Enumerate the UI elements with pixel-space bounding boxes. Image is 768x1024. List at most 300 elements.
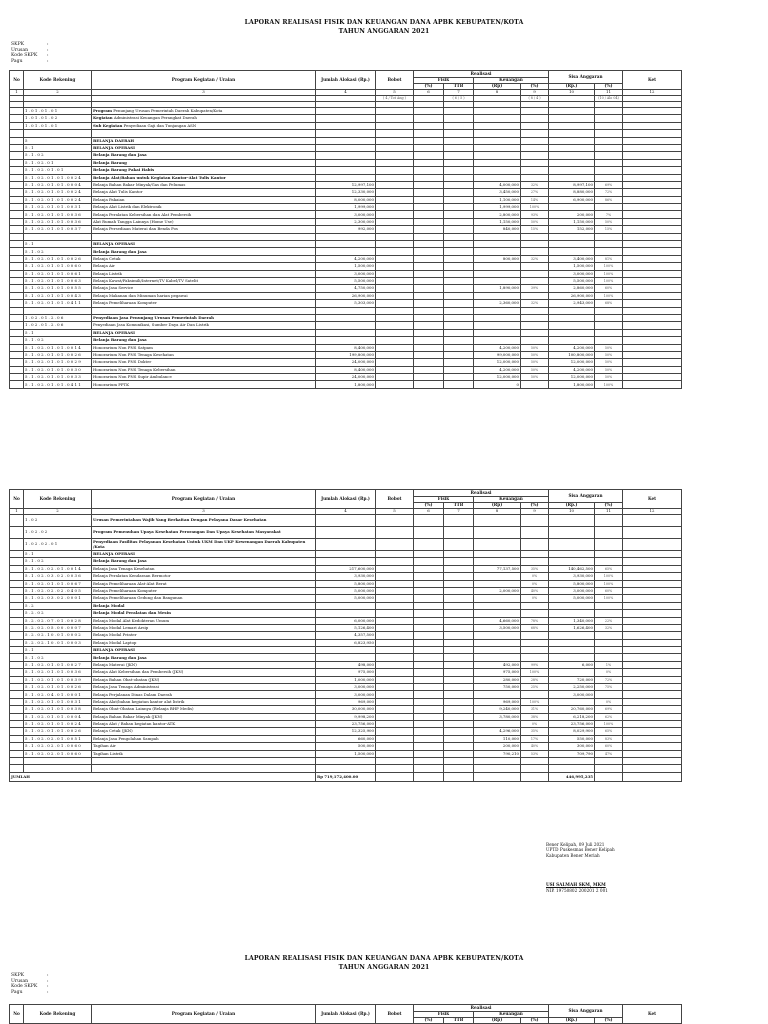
row-fisik-pct <box>414 285 444 292</box>
row-kode: 5 . 1 <box>24 329 92 336</box>
row-keuangan-rp: 1,890,000 <box>474 285 521 292</box>
row-sisa-rp <box>549 322 595 329</box>
table-row <box>10 602 682 609</box>
row-no <box>10 285 24 292</box>
row-fisik-pct <box>414 233 444 240</box>
row-ttb <box>444 181 474 188</box>
row-uraian: Tagihan Air <box>92 743 316 750</box>
table-row <box>10 595 682 602</box>
row-alokasi <box>316 307 376 314</box>
row-alokasi <box>316 610 376 617</box>
row-sisa-pct: 0% <box>595 669 623 676</box>
empty-cell <box>414 772 444 781</box>
col-header-fisik-pct: (%) <box>414 1018 444 1024</box>
col-number: 4 <box>316 90 376 96</box>
row-bobot <box>376 196 414 203</box>
row-uraian: Belanja Bahan Bakar Minyak/Gas dan Pelumas <box>92 181 316 188</box>
row-alokasi: 3,000,000 <box>316 684 376 691</box>
row-fisik-pct <box>414 728 444 735</box>
row-bobot <box>376 691 414 698</box>
row-fisik-pct <box>414 573 444 580</box>
row-keuangan-pct: 0% <box>521 720 549 727</box>
row-ttb <box>444 351 474 358</box>
row-ket <box>623 617 682 624</box>
row-sisa-rp <box>549 539 595 551</box>
row-fisik-pct <box>414 706 444 713</box>
row-no <box>10 366 24 373</box>
row-keuangan-rp <box>474 277 521 284</box>
row-ttb <box>444 144 474 151</box>
row-alokasi: 1,000,000 <box>316 676 376 683</box>
row-keuangan-rp: 3,500,000 <box>474 624 521 631</box>
col-number: 12 <box>623 90 682 96</box>
row-keuangan-pct: 15% <box>521 226 549 233</box>
col-header-realisasi: Realisasi <box>414 71 549 78</box>
row-bobot <box>376 181 414 188</box>
row-no <box>10 270 24 277</box>
row-ket <box>623 322 682 329</box>
col-number: 6 <box>414 90 444 96</box>
row-fisik-pct <box>414 765 444 772</box>
row-no <box>10 735 24 742</box>
row-ttb <box>444 632 474 639</box>
row-alokasi: 4,200,000 <box>316 255 376 262</box>
row-ket <box>623 728 682 735</box>
report-title: LAPORAN REALISASI FISIK DAN KEUANGAN DANA APBK KEBUPATEN/KOTA <box>244 19 524 26</box>
row-kode: 5 . 1 . 0 2 . 0 1 . 0 1 . 0 0 5 5 <box>24 285 92 292</box>
row-ket <box>623 750 682 757</box>
row-alokasi <box>316 174 376 181</box>
row-uraian <box>92 130 316 137</box>
row-uraian: BELANJA OPERASI <box>92 551 316 558</box>
row-ket <box>623 218 682 225</box>
row-ttb <box>444 573 474 580</box>
row-no <box>10 115 24 122</box>
row-bobot <box>376 558 414 565</box>
row-keuangan-pct: 31% <box>521 706 549 713</box>
row-sisa-rp: 550,000 <box>549 735 595 742</box>
row-sisa-pct <box>595 307 623 314</box>
table-row <box>10 743 682 750</box>
row-uraian: Belanja Modal <box>92 602 316 609</box>
row-fisik-pct <box>414 359 444 366</box>
row-kode: 5 . 1 . 0 2 . 0 1 . 0 1 . 0 0 3 1 <box>24 204 92 211</box>
row-bobot <box>376 359 414 366</box>
row-no <box>10 728 24 735</box>
table-row <box>10 322 682 329</box>
row-no <box>10 211 24 218</box>
row-ket <box>623 632 682 639</box>
row-kode: 1 . 0 2 . 0 1 . 2 . 0 6 <box>24 314 92 321</box>
row-uraian: Belanja Barang dan Jasa <box>92 654 316 661</box>
row-keuangan-rp: 280,000 <box>474 676 521 683</box>
row-keuangan-rp: 1,999,000 <box>474 204 521 211</box>
row-bobot <box>376 610 414 617</box>
row-uraian: Sub Kegiatan Penyediaan Gaji dan Tunjangan ASN <box>92 122 316 129</box>
row-keuangan-rp: 4,200,000 <box>474 344 521 351</box>
row-sisa-pct: 15% <box>595 226 623 233</box>
row-sisa-rp <box>549 551 595 558</box>
col-number: 3 <box>92 90 316 96</box>
row-keuangan-rp: 110,000 <box>474 735 521 742</box>
row-sisa-rp <box>549 241 595 248</box>
row-ttb <box>444 595 474 602</box>
table-row <box>10 735 682 742</box>
col-header-ket: Ket <box>623 1005 682 1024</box>
row-fisik-pct <box>414 130 444 137</box>
row-sisa-rp: 3,400,000 <box>549 255 595 262</box>
row-ket <box>623 698 682 705</box>
col-number: 11 <box>595 90 623 96</box>
row-keuangan-rp: 99,000,000 <box>474 351 521 358</box>
row-uraian <box>92 307 316 314</box>
row-keuangan-rp <box>474 515 521 527</box>
row-kode: 5 . 1 . 0 2 . 0 1 . 0 1 . 0 0 3 8 <box>24 706 92 713</box>
table-row <box>10 624 682 631</box>
row-ttb <box>444 366 474 373</box>
totals-label: JUMLAH <box>10 772 316 781</box>
row-ttb <box>444 580 474 587</box>
row-uraian: Belanja Peralatan Kebersihan dan Alat Pembersih <box>92 211 316 218</box>
row-ket <box>623 255 682 262</box>
row-no <box>10 565 24 572</box>
row-sisa-pct <box>595 639 623 646</box>
row-keuangan-rp: 2,000,000 <box>474 587 521 594</box>
row-ttb <box>444 669 474 676</box>
row-alokasi <box>316 314 376 321</box>
row-sisa-rp: 1,150,000 <box>549 218 595 225</box>
row-sisa-pct <box>595 204 623 211</box>
row-keuangan-pct <box>521 632 549 639</box>
row-sisa-rp: 6,000 <box>549 661 595 668</box>
row-kode: 5 . 1 . 0 2 . 0 1 . 0 1 . 0 0 2 7 <box>24 661 92 668</box>
row-fisik-pct <box>414 527 444 539</box>
row-kode: 5 . 1 . 0 2 . 0 1 . 0 1 . 0 0 0 4 <box>24 713 92 720</box>
formula-cell: ( 8 / 4 ) <box>521 96 549 102</box>
row-kode: 5 . 1 <box>24 241 92 248</box>
row-bobot <box>376 374 414 381</box>
row-uraian: Belanja Alat/bahan kegiatan kantor alat listrik <box>92 698 316 705</box>
row-bobot <box>376 270 414 277</box>
row-uraian: Belanja Barang dan Jasa <box>92 337 316 344</box>
col-header-keu-pct: (%) <box>521 84 549 90</box>
row-alokasi <box>316 329 376 336</box>
row-ttb <box>444 359 474 366</box>
row-bobot <box>376 669 414 676</box>
row-keuangan-pct: 0% <box>521 595 549 602</box>
row-sisa-pct: 0% <box>595 698 623 705</box>
row-bobot <box>376 661 414 668</box>
row-bobot <box>376 654 414 661</box>
row-alokasi: 217,600,000 <box>316 565 376 572</box>
row-no <box>10 558 24 565</box>
row-uraian: Belanja Persediaan Materai dan Benda Pos <box>92 226 316 233</box>
row-uraian: Belanja Jasa Tenaga Kesehatan <box>92 565 316 572</box>
row-keuangan-pct <box>521 337 549 344</box>
row-fisik-pct <box>414 263 444 270</box>
row-uraian: Belanja Obat-Obatan Lainnya (Belanja BHP Medis) <box>92 706 316 713</box>
row-no <box>10 691 24 698</box>
row-alokasi: 12,997,100 <box>316 181 376 188</box>
row-alokasi: 24,000,000 <box>316 374 376 381</box>
row-sisa-rp <box>549 159 595 166</box>
row-bobot <box>376 587 414 594</box>
table-row <box>10 527 682 539</box>
row-keuangan-rp <box>474 167 521 174</box>
row-fisik-pct <box>414 351 444 358</box>
row-fisik-pct <box>414 159 444 166</box>
row-alokasi <box>316 159 376 166</box>
row-keuangan-pct: 28% <box>521 676 549 683</box>
row-no <box>10 263 24 270</box>
row-keuangan-rp <box>474 573 521 580</box>
row-sisa-pct <box>595 144 623 151</box>
row-no <box>10 661 24 668</box>
col-header-keuangan: Keuangan <box>474 78 549 84</box>
row-kode: 5 <box>24 137 92 144</box>
table-row <box>10 337 682 344</box>
row-sisa-pct: 100% <box>595 573 623 580</box>
row-bobot <box>376 632 414 639</box>
row-ttb <box>444 647 474 654</box>
row-uraian: Penyediaan Jasa Komunikasi, Sumber Daya Air Dan Listrik <box>92 322 316 329</box>
row-sisa-rp <box>549 757 595 764</box>
row-sisa-pct <box>595 647 623 654</box>
row-kode: 5 . 1 . 0 2 . 0 1 . 0 1 . 0 0 2 4 <box>24 720 92 727</box>
row-ttb <box>444 381 474 388</box>
row-fisik-pct <box>414 669 444 676</box>
row-ttb <box>444 684 474 691</box>
col-number: 3 <box>92 509 316 515</box>
row-keuangan-pct: 99% <box>521 661 549 668</box>
row-sisa-pct: 50% <box>595 218 623 225</box>
row-bobot <box>376 624 414 631</box>
report-meta-repeat <box>11 973 49 995</box>
row-alokasi: 3,000,000 <box>316 270 376 277</box>
row-keuangan-pct: 100% <box>521 204 549 211</box>
row-bobot <box>376 255 414 262</box>
row-keuangan-pct: 100% <box>521 669 549 676</box>
col-number: 11 <box>595 509 623 515</box>
col-header-fisik-pct: (%) <box>414 84 444 90</box>
row-kode: 5 . 1 . 0 2 . 0 3 . 0 2 . 0 0 0 1 <box>24 595 92 602</box>
row-uraian: Belanja Bahan Bakar Minyak (JKN) <box>92 713 316 720</box>
col-header-fisik: Fisik <box>414 1012 474 1018</box>
row-sisa-pct: 50% <box>595 344 623 351</box>
row-no <box>10 527 24 539</box>
row-ttb <box>444 189 474 196</box>
row-alokasi: 975,000 <box>316 669 376 676</box>
row-fisik-pct <box>414 750 444 757</box>
row-sisa-rp <box>549 115 595 122</box>
row-bobot <box>376 366 414 373</box>
row-alokasi <box>316 527 376 539</box>
row-alokasi <box>316 558 376 565</box>
table-row <box>10 233 682 240</box>
row-kode: 1 . 0 2 . 0 1 . 2 . 0 6 <box>24 322 92 329</box>
row-keuangan-rp <box>474 654 521 661</box>
row-kode: 5 . 1 . 0 2 . 0 2 . 0 1 . 0 0 5 1 <box>24 735 92 742</box>
row-no <box>10 632 24 639</box>
row-alokasi <box>316 241 376 248</box>
row-fisik-pct <box>414 122 444 129</box>
row-ket <box>623 248 682 255</box>
row-kode: 5 . 1 . 0 2 . 0 1 . 0 1 . 0 0 3 7 <box>24 226 92 233</box>
row-kode <box>24 130 92 137</box>
row-kode: 5 . 1 . 0 2 <box>24 248 92 255</box>
col-header-keu-rp: (Rp) <box>474 503 521 509</box>
row-keuangan-pct: 0% <box>521 573 549 580</box>
table-row <box>10 211 682 218</box>
row-keuangan-pct <box>521 691 549 698</box>
row-keuangan-pct <box>521 144 549 151</box>
row-sisa-rp: 3,000,000 <box>549 691 595 698</box>
col-header-no: No <box>10 1005 24 1024</box>
row-ttb <box>444 152 474 159</box>
row-ttb <box>444 277 474 284</box>
row-keuangan-pct: 50% <box>521 344 549 351</box>
row-keuangan-pct <box>521 174 549 181</box>
row-ket <box>623 196 682 203</box>
col-header-sisa-rp: (Rp.) <box>549 1018 595 1024</box>
row-kode: 1 . 0 2 . 0 2 <box>24 527 92 539</box>
row-sisa-rp <box>549 337 595 344</box>
row-sisa-rp: 3,000,000 <box>549 270 595 277</box>
row-fisik-pct <box>414 196 444 203</box>
row-sisa-pct: 60% <box>595 743 623 750</box>
row-alokasi: 12,330,000 <box>316 189 376 196</box>
row-ket <box>623 654 682 661</box>
row-sisa-pct <box>595 602 623 609</box>
row-keuangan-rp: 0 <box>474 381 521 388</box>
row-ttb <box>444 314 474 321</box>
row-uraian: BELANJA OPERASI <box>92 144 316 151</box>
row-keuangan-rp: 2,360,000 <box>474 300 521 307</box>
row-sisa-rp: 2,860,000 <box>549 285 595 292</box>
row-no <box>10 515 24 527</box>
row-keuangan-pct: 17% <box>521 735 549 742</box>
row-keuangan-pct <box>521 167 549 174</box>
row-keuangan-rp <box>474 263 521 270</box>
row-ket <box>623 226 682 233</box>
row-ket <box>623 159 682 166</box>
row-alokasi <box>316 551 376 558</box>
meta-colon: : <box>47 42 49 47</box>
row-fisik-pct <box>414 515 444 527</box>
row-ket <box>623 108 682 115</box>
row-keuangan-rp: 12,000,000 <box>474 374 521 381</box>
row-keuangan-pct <box>521 248 549 255</box>
row-ket <box>623 292 682 299</box>
row-alokasi <box>316 233 376 240</box>
row-keuangan-rp <box>474 233 521 240</box>
table-row <box>10 720 682 727</box>
table-row <box>10 292 682 299</box>
col-number: 9 <box>521 90 549 96</box>
row-kode: 5 . 1 . 0 2 . 0 1 . 0 1 . 0 0 6 3 <box>24 277 92 284</box>
row-ket <box>623 661 682 668</box>
row-ket <box>623 565 682 572</box>
col-number: 12 <box>623 509 682 515</box>
row-alokasi: 8,400,000 <box>316 366 376 373</box>
row-no <box>10 322 24 329</box>
table-row <box>10 632 682 639</box>
col-header-ket: Ket <box>623 490 682 509</box>
row-kode: 5 . 1 . 0 2 <box>24 337 92 344</box>
row-keuangan-pct <box>521 322 549 329</box>
row-ttb <box>444 233 474 240</box>
row-no <box>10 573 24 580</box>
row-bobot <box>376 337 414 344</box>
row-no <box>10 669 24 676</box>
row-sisa-pct: 72% <box>595 189 623 196</box>
col-header-keu-rp: (Rp) <box>474 84 521 90</box>
row-sisa-pct <box>595 551 623 558</box>
row-sisa-pct <box>595 115 623 122</box>
row-bobot <box>376 602 414 609</box>
table-row <box>10 285 682 292</box>
table-row <box>10 196 682 203</box>
row-no <box>10 610 24 617</box>
row-no <box>10 750 24 757</box>
row-bobot <box>376 728 414 735</box>
row-no <box>10 654 24 661</box>
row-sisa-rp: 26,900,000 <box>549 292 595 299</box>
row-keuangan-pct <box>521 130 549 137</box>
table-row <box>10 587 682 594</box>
col-header-no: No <box>10 71 24 90</box>
row-kode: 5 . 1 . 0 2 . 0 1 . 0 1 . 0 0 2 4 <box>24 196 92 203</box>
row-ttb <box>444 720 474 727</box>
table-row <box>10 691 682 698</box>
row-kode: 5 . 1 <box>24 551 92 558</box>
row-ttb <box>444 610 474 617</box>
row-fisik-pct <box>414 307 444 314</box>
row-no <box>10 137 24 144</box>
row-ket <box>623 676 682 683</box>
row-keuangan-pct: 38% <box>521 713 549 720</box>
row-ket <box>623 743 682 750</box>
col-header-sisa-rp: (Rp.) <box>549 84 595 90</box>
table-row <box>10 669 682 676</box>
row-sisa-pct <box>595 539 623 551</box>
row-no <box>10 152 24 159</box>
row-alokasi: 992,000 <box>316 226 376 233</box>
row-ket <box>623 337 682 344</box>
row-keuangan-rp: 750,000 <box>474 684 521 691</box>
row-bobot <box>376 595 414 602</box>
row-ket <box>623 610 682 617</box>
row-keuangan-rp <box>474 144 521 151</box>
formula-cell: ( 6 / 5 ) <box>444 96 474 102</box>
row-no <box>10 159 24 166</box>
row-sisa-pct: 22% <box>595 617 623 624</box>
totals-alokasi: Rp 719,172,400.00 <box>316 772 376 781</box>
col-number: 8 <box>474 90 521 96</box>
row-sisa-pct: 100% <box>595 595 623 602</box>
row-keuangan-pct: 50% <box>521 218 549 225</box>
row-uraian: BELANJA OPERASI <box>92 241 316 248</box>
row-bobot <box>376 344 414 351</box>
report-meta <box>11 42 49 64</box>
row-uraian: Belanja Makanan dan Minuman harian pegawai <box>92 292 316 299</box>
row-ttb <box>444 551 474 558</box>
row-kode: 5 . 1 . 0 2 . 0 1 . 0 1 . 0 0 3 9 <box>24 676 92 683</box>
table-row <box>10 152 682 159</box>
row-fisik-pct <box>414 248 444 255</box>
row-sisa-rp: 1,626,400 <box>549 624 595 631</box>
row-bobot <box>376 292 414 299</box>
